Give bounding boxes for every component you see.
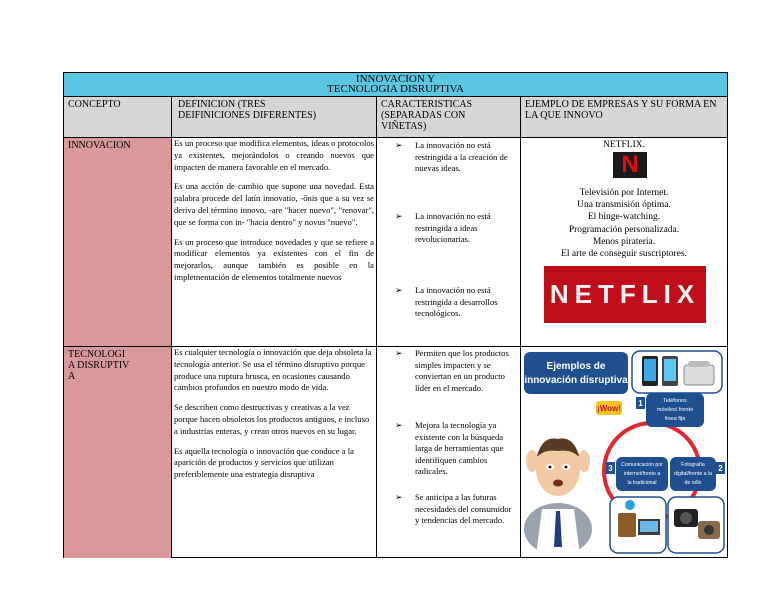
example-tecnologia-disruptiva (521, 347, 727, 558)
netflix-banner-logo: NETFLIX (544, 266, 706, 323)
main-table (63, 72, 728, 558)
example-line: El arte de conseguir suscriptores. (561, 249, 687, 260)
example-line: Programación personalizada. (568, 224, 680, 235)
header-definicion: DEFINICION (TRES DEIFINICIONES DIFERENTES) (172, 97, 377, 138)
example-line: Una transmisión óptima. (577, 200, 671, 211)
item-text: móviles/ frente (656, 407, 694, 413)
bullet-text: La innovación no está restringida a ideas revolucionarias. (415, 211, 491, 245)
definition-paragraph: Se describen como destructivas y creativas a la vez porque hacen obsoletos los productos antiguos, e incluso a industrias enteras, y crean otros nuevos en su lugar. (174, 402, 370, 436)
bullet-text: La innovación no está restringida a desarrollos tecnológicos. (415, 285, 498, 319)
infographic-title-badge (524, 352, 628, 394)
item-text: Fotografía (681, 462, 705, 468)
table-title-line-2: TECNOLOGIA DISRUPTIVA (327, 83, 464, 95)
concept-label: TECNOLOGIA DISRUPTIVA (68, 349, 130, 382)
disruptive-innovation-infographic (522, 349, 725, 555)
infographic-title-line-1: Ejemplos de (546, 361, 606, 372)
example-line: El binge-watching. (587, 212, 661, 223)
arrow-bullet-icon: ➢ (395, 420, 403, 430)
item-text: digital/frente a la (673, 471, 713, 477)
example-lines (521, 187, 727, 260)
netflix-n-logo: N (613, 152, 647, 178)
definition-paragraph: Es una acción de cambio que supone una novedad. Esta palabra procede del latín innovatio, -ōnis que a su vez se deriva del término innovo, -are "hacer nuevo", "renovar", que se forma con in- "hacia dentro" y novus "nuevo". (174, 181, 374, 227)
table-title-line-1: INNOVACION Y (355, 73, 436, 85)
item-text: Comunicación por (621, 462, 663, 468)
landline-phone-icon (684, 365, 714, 385)
definition-paragraph: Es aquella tecnología o innovación que conduce a la aparición de productos y servicios que utilizan preferiblemente una estrategia disruptiva (174, 445, 354, 480)
example-line: Menos piratería. (592, 236, 656, 247)
bullet-text: Mejora la tecnología ya existente con la búsqueda larga de herramientas que identifiquen cambios radicales. (415, 420, 504, 477)
item-text: de rollo (684, 480, 702, 486)
item-number: 3 (608, 464, 613, 473)
bullet-text: Se anticipa a las futuras necesidades del consumidor y tendencias del mercado. (415, 492, 512, 526)
example-innovacion (521, 138, 727, 347)
header-caracteristicas: CARACTERISTICAS (SEPARADAS CON VIÑETAS) (377, 97, 521, 138)
definition-paragraph: Es cualquier tecnología o innovación que deja obsoleta la tecnología anterior. Se usa el término disruptivo porque produce una ruptura brusca, en ocasiones causando cambios profundos en nuestro modo de vida. (174, 347, 372, 393)
item-number: 1 (638, 399, 643, 408)
item-text: la tradicional (627, 480, 657, 486)
table-title (64, 73, 727, 97)
example-line: Televisión por Internet. (579, 188, 669, 198)
arrow-bullet-icon: ➢ (395, 140, 403, 150)
characteristics-tecnologia-disruptiva (377, 347, 521, 558)
definition-paragraph: Es un proceso que introduce novedades y que se refiere a modificar elementos ya existentes con el fin de mejorarlos, aunque también es posible en la implementación de elementos totalmente nuevos (174, 236, 374, 282)
infographic-title-line-2: innovación disruptiva (524, 375, 628, 386)
arrow-bullet-icon: ➢ (395, 285, 403, 295)
definitions-innovacion (172, 138, 377, 347)
item-number: 2 (718, 464, 723, 473)
bullet-text: La innovación no está restringida a la creación de nuevas ideas. (415, 140, 508, 174)
wifi-icon (625, 500, 635, 510)
arrow-bullet-icon: ➢ (395, 211, 403, 221)
old-radio-icon (618, 513, 636, 537)
characteristics-innovacion (377, 138, 521, 347)
header-ejemplo: EJEMPLO DE EMPRESAS Y SU FORMA EN LA QUE INNOVO (521, 97, 727, 138)
item-text: internet/frente a (623, 471, 661, 477)
definitions-tecnologia-disruptiva (172, 347, 377, 558)
concept-tecnologia-disruptiva (64, 347, 172, 558)
bullet-text: Permiten que los productos simples impacten y se conviertan en un producto líder en el mercado. (415, 348, 509, 393)
concept-innovacion (64, 138, 172, 347)
header-concepto: CONCEPTO (64, 97, 172, 138)
concept-label: INNOVACION (68, 140, 131, 151)
company-name: NETFLIX. (603, 140, 645, 150)
wow-text: ¡Wow! (597, 404, 621, 413)
arrow-bullet-icon: ➢ (395, 348, 403, 358)
item-text: Teléfonos (663, 398, 687, 404)
definition-paragraph: Es un proceso que modifica elementos, ideas o protocolos ya existentes, mejorándolos o creando nuevos que impacten de manera favorable en el mercado. (174, 138, 374, 172)
arrow-bullet-icon: ➢ (395, 492, 403, 502)
item-text: línea fija (664, 416, 686, 422)
